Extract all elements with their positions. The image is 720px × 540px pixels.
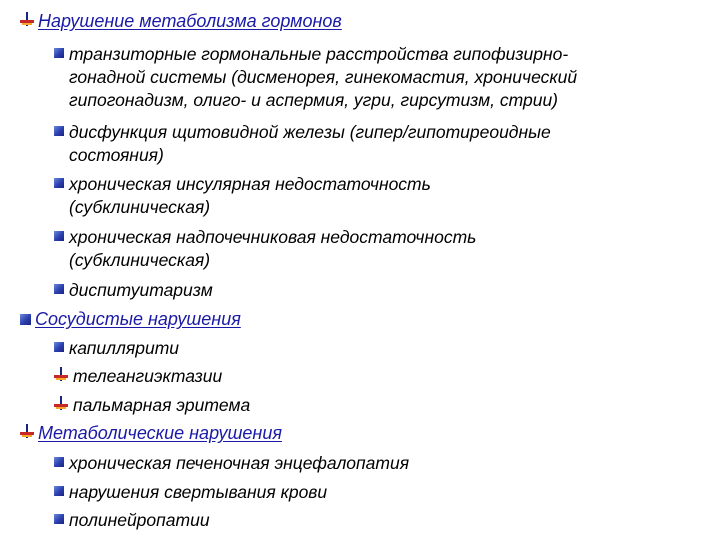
- list-item-text: хроническая печеночная энцефалопатия: [69, 453, 410, 473]
- square-icon: [54, 284, 64, 294]
- list-item-text: нарушения свертывания крови: [69, 482, 328, 502]
- square-icon: [54, 342, 64, 352]
- list-item: [54, 43, 704, 112]
- pin-icon: [54, 367, 68, 383]
- list-item-text: пальмарная эритема: [73, 395, 251, 415]
- square-icon: [20, 314, 31, 325]
- pin-icon: [20, 12, 34, 28]
- list-item: [54, 226, 704, 272]
- list-item: [54, 452, 704, 475]
- pin-icon: [54, 396, 68, 412]
- square-icon: [54, 486, 64, 496]
- list-item: [54, 394, 704, 417]
- list-item-text: телеангиэктазии: [73, 366, 223, 386]
- list-item: [54, 509, 704, 532]
- list-item: [54, 121, 704, 167]
- list-item: [54, 337, 704, 360]
- list-item: [54, 365, 704, 388]
- list-item-text: диспитуитаризм: [69, 280, 213, 300]
- pin-icon: [20, 424, 34, 440]
- list-item-text: транзиторные гормональные расстройства гипофизирно- гонадной системы (дисменорея, гинекомастия, хронический гипогонадизм, олиго- и аспермия, угри, гирсутизм, стрии): [69, 44, 578, 110]
- list-item: [54, 279, 704, 302]
- section-title: Нарушение метаболизма гормонов: [38, 11, 342, 31]
- list-item-text: дисфункция щитовидной железы (гипер/гипотиреоидные состояния): [69, 122, 551, 165]
- square-icon: [54, 178, 64, 188]
- section-title: Метаболические нарушения: [38, 423, 282, 443]
- square-icon: [54, 126, 64, 136]
- section-heading-metabolic: [20, 422, 282, 444]
- square-icon: [54, 514, 64, 524]
- list-item-text: хроническая надпочечниковая недостаточность (субклиническая): [69, 227, 477, 270]
- list-item-text: хроническая инсулярная недостаточность (субклиническая): [69, 174, 431, 217]
- list-item: [54, 173, 704, 219]
- section-title: Сосудистые нарушения: [35, 309, 241, 329]
- list-item: [54, 481, 704, 504]
- square-icon: [54, 48, 64, 58]
- square-icon: [54, 457, 64, 467]
- section-heading-hormones: [20, 10, 342, 32]
- section-heading-vascular: [20, 308, 241, 330]
- list-item-text: полинейропатии: [69, 510, 210, 530]
- square-icon: [54, 231, 64, 241]
- list-item-text: капиллярити: [69, 338, 180, 358]
